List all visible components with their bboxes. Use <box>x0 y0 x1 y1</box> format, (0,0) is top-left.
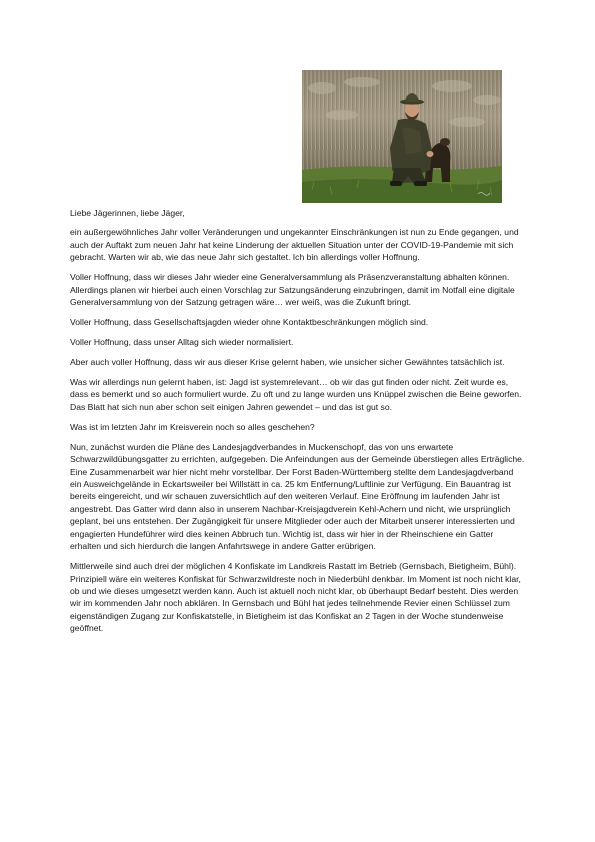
paragraph-group-hunts: Voller Hoffnung, dass Gesellschaftsjagden wieder ohne Kontaktbeschränkungen möglich sind. <box>70 317 429 328</box>
paragraph-everyday-life: Voller Hoffnung, dass unser Alltag sich wieder normalisiert. <box>70 337 294 348</box>
salutation: Liebe Jägerinnen, liebe Jäger, <box>70 208 185 218</box>
paragraph-system-relevant: Was wir allerdings nun gelernt haben, ist: Jagd ist systemrelevant… ob wir das gut finden oder nicht. Zeit wurde es, dass es bemerkt und so auch formuliert wurde. Zu oft und zu lange wurden uns Knüppel zwischen die Beine geworfen. Das Blatt hat sich nun aber schon seit einigen Jahren gewendet – und das ist gut so. <box>70 377 522 412</box>
paragraph-confiscate-sites: Mittlerweile sind auch drei der möglichen 4 Konfiskate im Landkreis Rastatt im Betrieb (Gernsbach, Bietigheim, Bühl). Prinzipiell wäre ein weiteres Konfiskat für Schwarzwildreste noch in Niederbühl denkbar. Im Moment ist noch nicht klar, ob und wie dieses umgesetzt werden kann. Auch ist aktuell noch nicht klar, ob überhaupt Bedarf besteht. Dies werden wir im kommenden Jahr noch abklären. In Gernsbach und Bühl hat jedes teilnehmende Revier einen Schlüssel zum eigenständigen Zugang zur Konfiskatstelle, in Bietigheim ist das Konfiskat an 2 Tagen in der Woche stundenweise geöffnet. <box>70 561 521 634</box>
paragraph-intro: ein außergewöhnliches Jahr voller Veränderungen und ungekannter Einschränkungen ist nun zu Ende gegangen, und auch der Auftakt zum neuen Jahr hat keine Linderung der aktuellen Situation unter der COVID-19-Pandemie mit sich gebracht. Warten wir ab, wie das neue Jahr sich gestaltet. Ich bin allerdings voller Hoffnung. <box>70 227 519 263</box>
hunter-photo <box>302 70 502 203</box>
paragraph-training-enclosure: Nun, zunächst wurden die Pläne des Landesjagdverbandes in Muckenschopf, das von uns erwartete Schwarzwildübungsgatter zu errichten, aufgegeben. Die Anfeindungen aus der Gemeinde überstiegen alles Erträgliche. Eine Zusammenarbeit war hier nicht mehr vorstellbar. Der Forst Baden-Württemberg stellte dem Landesjagdverband ein Ausweichgelände in Eckartsweiler bei Willstätt in ca. 25 km Entfernung/Luftlinie zur Verfügung. Ein Bauantrag ist bereits eingereicht, und wir schauen zuversichtlich auf den weiteren Verlauf. Eine Eröffnung im laufenden Jahr ist angestrebt. Das Gatter wird dann also in unserem Nachbar-Kreisjagdverein Kehl-Achern und nicht, wie ursprünglich geplant, bei uns entstehen. Der Zugängigkeit für unsere Mitglieder oder auch der Mitarbeit unserer interessierten und engagierten Hundeführer wird dies keinen Abbruch tun. Wichtig ist, dass wir hier in der Rheinschiene ein Gatter erhalten und sich hierdurch die langen Anfahrtswege in andere Gatter erübrigen. <box>70 441 525 552</box>
letter-body <box>70 207 525 642</box>
hunter-photo-image <box>302 70 502 203</box>
paragraph-question: Was ist im letzten Jahr im Kreisverein noch so alles geschehen? <box>70 421 315 432</box>
paragraph-crisis-lessons: Aber auch voller Hoffnung, dass wir aus dieser Krise gelernt haben, wie unsicher sicher Gewähntes tatsächlich ist. <box>70 357 505 368</box>
paragraph-general-assembly: Voller Hoffnung, dass wir dieses Jahr wieder eine Generalversammlung als Präsenzveranstaltung abhalten können. Allerdings planen wir hierbei auch einen Vorschlag zur Satzungsänderung einzubringen, damit im Notfall eine digitale Generalversammlung von der Satzung getragen wäre… wer weiß, was die Zukunft bringt. <box>70 272 515 308</box>
